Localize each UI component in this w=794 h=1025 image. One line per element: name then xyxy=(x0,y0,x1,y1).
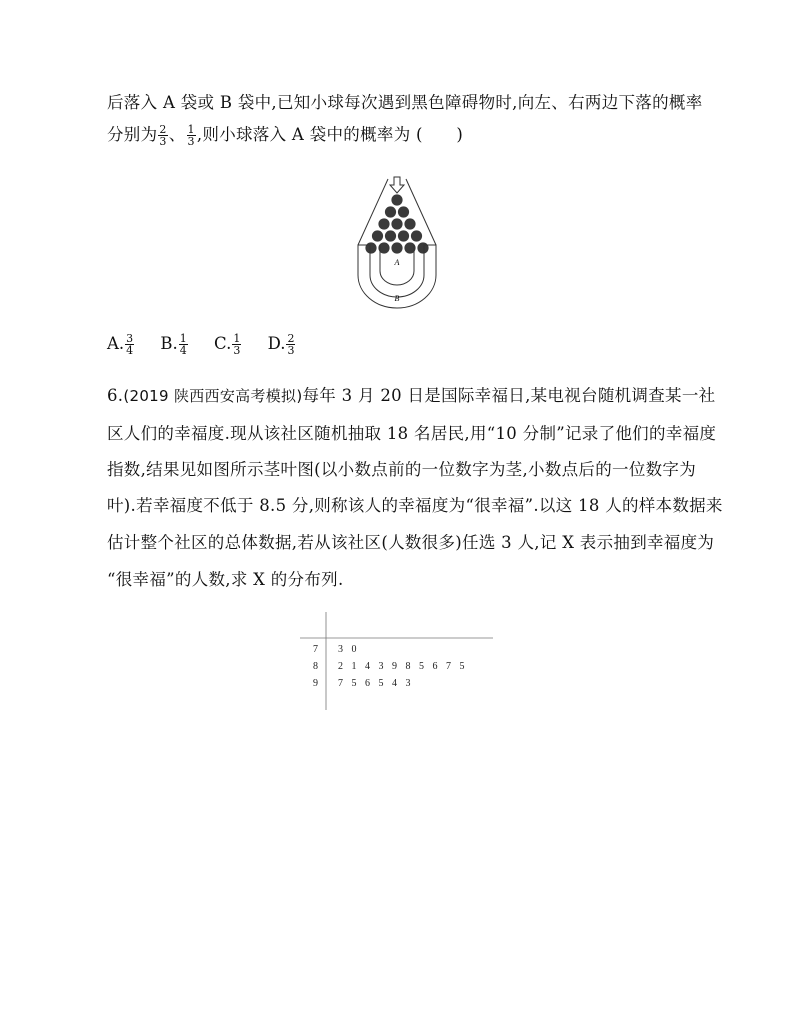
q6-text-line1 xyxy=(107,386,715,406)
peg xyxy=(385,230,396,241)
option-fraction xyxy=(179,333,188,356)
q5-line2-prefix: 分别为 xyxy=(107,125,158,144)
peg xyxy=(398,230,409,241)
leaf-value: 7 xyxy=(338,678,343,689)
option-c[interactable] xyxy=(214,333,242,356)
peg xyxy=(398,206,409,217)
option-a[interactable] xyxy=(107,333,135,356)
q5-options xyxy=(107,333,316,356)
leaf-value: 2 xyxy=(338,661,343,672)
q6-text-line4: 叶).若幸福度不低于 8.5 分,则称该人的幸福度为“很幸福”.以这 18 人的样本数据来 xyxy=(107,496,723,515)
q6-text-line2: 区人们的幸福度.现从该社区随机抽取 18 名居民,用“10 分制”记录了他们的幸福度 xyxy=(107,424,717,443)
down-arrow-icon xyxy=(390,177,404,193)
leaf-value: 3 xyxy=(405,678,411,689)
fraction-denominator: 3 xyxy=(187,135,195,148)
leaf-value: 5 xyxy=(459,661,465,672)
fraction-numerator: 2 xyxy=(287,332,295,345)
q5-text-line2 xyxy=(107,124,463,147)
peg xyxy=(385,206,396,217)
peg xyxy=(391,242,402,253)
stem-leaf-rows xyxy=(313,644,465,689)
fraction-numerator: 3 xyxy=(126,332,134,345)
fraction-denominator: 3 xyxy=(233,344,241,357)
q5-line2-suffix: ,则小球落入 A 袋中的概率为 ( ) xyxy=(196,125,464,144)
fraction-numerator: 1 xyxy=(179,332,187,345)
peg xyxy=(417,242,428,253)
option-fraction xyxy=(232,333,241,356)
q5-text-line1: 后落入 A 袋或 B 袋中,已知小球每次遇到黑色障碍物时,向左、右两边下落的概率 xyxy=(107,93,703,112)
q6-text-line3: 指数,结果见如图所示茎叶图(以小数点前的一位数字为茎,小数点后的一位数字为 xyxy=(107,460,697,479)
fraction-denominator: 4 xyxy=(126,344,134,357)
leaf-value: 3 xyxy=(338,644,343,655)
fraction-denominator: 3 xyxy=(287,344,295,357)
leaf-value: 6 xyxy=(432,661,438,672)
option-fraction xyxy=(286,333,295,356)
leaf-value: 9 xyxy=(392,661,397,672)
leaf-value: 5 xyxy=(419,661,424,672)
bag-a-label: A xyxy=(394,258,400,267)
peg xyxy=(404,218,415,229)
q6-text-line5: 估计整个社区的总体数据,若从该社区(人数很多)任选 3 人,记 X 表示抽到幸福度为 xyxy=(107,533,715,552)
fraction-numerator: 1 xyxy=(187,123,195,136)
option-d[interactable] xyxy=(268,333,297,356)
leaf-value: 7 xyxy=(446,661,451,672)
stem-value: 7 xyxy=(313,644,318,655)
galton-board-figure xyxy=(350,175,440,315)
leaf-value: 1 xyxy=(351,661,357,672)
fraction-denominator: 3 xyxy=(159,135,167,148)
peg xyxy=(378,218,389,229)
q6-text-line6: “很幸福”的人数,求 X 的分布列. xyxy=(107,570,344,589)
prob-left-fraction xyxy=(158,124,167,147)
leaf-value: 6 xyxy=(365,678,370,689)
peg xyxy=(411,230,422,241)
q6-source: (2019 陕西西安高考模拟) xyxy=(123,387,303,405)
leaf-value: 3 xyxy=(378,661,384,672)
option-letter: B. xyxy=(160,334,178,353)
fraction-numerator: 2 xyxy=(159,123,167,136)
stem-value: 9 xyxy=(313,678,318,689)
bag-b-label: B xyxy=(394,294,400,303)
separator: 、 xyxy=(168,125,186,144)
peg xyxy=(365,242,376,253)
pegs-group xyxy=(365,194,428,253)
leaf-value: 8 xyxy=(405,661,411,672)
option-letter: A. xyxy=(107,334,125,353)
leaf-value: 5 xyxy=(351,678,357,689)
stem-value: 8 xyxy=(313,661,318,672)
option-letter: D. xyxy=(267,334,286,353)
q6-number: 6. xyxy=(107,386,124,405)
q6-line1-rest: 每年 3 月 20 日是国际幸福日,某电视台随机调查某一社 xyxy=(302,386,716,405)
peg xyxy=(391,194,402,205)
leaf-value: 0 xyxy=(351,644,357,655)
fraction-numerator: 1 xyxy=(233,332,241,345)
stem-leaf-plot xyxy=(300,612,500,712)
peg xyxy=(391,218,402,229)
fraction-denominator: 4 xyxy=(179,344,187,357)
option-fraction xyxy=(125,333,134,356)
prob-right-fraction xyxy=(187,124,196,147)
leaf-value: 4 xyxy=(365,661,370,672)
option-b[interactable] xyxy=(160,333,188,356)
option-letter: C. xyxy=(214,334,232,353)
leaf-value: 4 xyxy=(392,678,397,689)
leaf-value: 5 xyxy=(378,678,384,689)
peg xyxy=(372,230,383,241)
